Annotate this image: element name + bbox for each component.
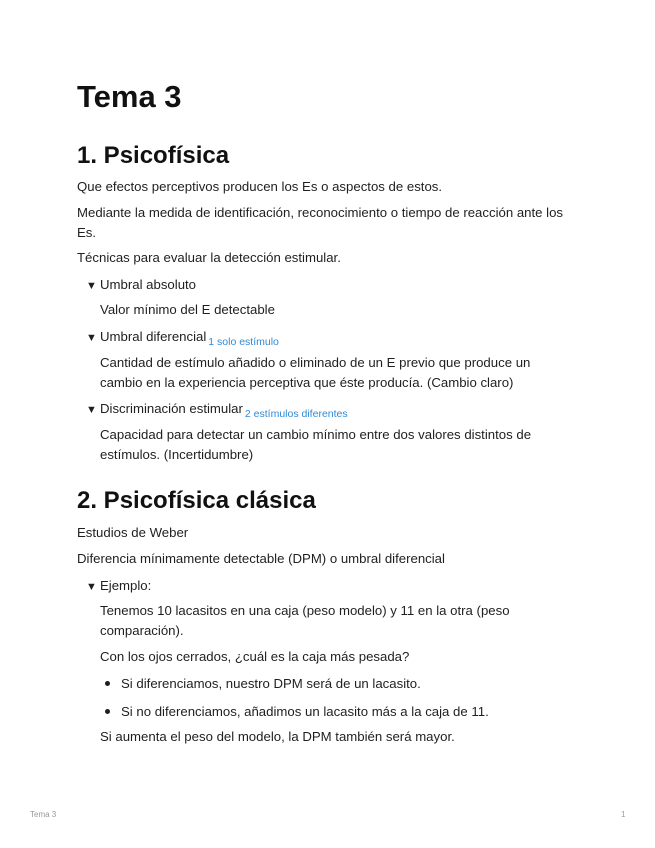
paragraph: Diferencia mínimamente detectable (DPM) o umbral diferencial (77, 551, 445, 566)
page-title: Tema 3 (77, 79, 182, 114)
triangle-down-icon[interactable]: ▼ (86, 280, 97, 292)
toggle-label: Umbral diferencial (100, 329, 207, 344)
toggle-content: Capacidad para detectar un cambio mínimo entre dos valores distintos de estímulos. (Incertidumbre) (100, 427, 532, 462)
list-item: Si no diferenciamos, añadimos un lacasito más a la caja de 11. (105, 702, 489, 721)
page-number: 1 (621, 810, 626, 819)
margin-note: 1 solo estímulo (208, 336, 279, 348)
paragraph: Mediante la medida de identificación, reconocimiento o tiempo de reacción ante los Es. (77, 205, 564, 240)
toggle-content: Tenemos 10 lacasitos en una caja (peso modelo) y 11 en la otra (peso comparación). (100, 603, 510, 638)
toggle-content: Si aumenta el peso del modelo, la DPM también será mayor. (100, 729, 455, 744)
toggle-content: Cantidad de estímulo añadido o eliminado de un E previo que produce un cambio en la experiencia perceptiva que éste producía. (Cambio claro) (100, 355, 531, 390)
footer-title: Tema 3 (30, 810, 57, 819)
section-heading-psicofisica-clasica: 2. Psicofísica clásica (77, 487, 316, 514)
margin-note: 2 estímulos diferentes (244, 408, 348, 420)
paragraph: Técnicas para evaluar la detección estimular. (77, 250, 341, 265)
toggle-label: Umbral absoluto (100, 277, 197, 292)
triangle-down-icon[interactable]: ▼ (86, 581, 97, 593)
toggle-discriminacion-estimular[interactable] (86, 399, 348, 420)
bullet-dot-icon (105, 709, 110, 714)
toggle-label: Ejemplo: (100, 578, 152, 593)
paragraph: Estudios de Weber (77, 525, 189, 540)
toggle-label: Discriminación estimular (100, 401, 243, 416)
paragraph: Que efectos perceptivos producen los Es o aspectos de estos. (77, 179, 443, 194)
toggle-content: Valor mínimo del E detectable (100, 302, 275, 317)
list-item: Si diferenciamos, nuestro DPM será de un lacasito. (105, 674, 421, 693)
toggle-umbral-diferencial[interactable] (86, 327, 279, 348)
bullet-dot-icon (105, 681, 110, 686)
toggle-umbral-absoluto[interactable] (86, 275, 196, 296)
triangle-down-icon[interactable]: ▼ (86, 404, 97, 416)
section-heading-psicofisica: 1. Psicofísica (77, 142, 230, 169)
triangle-down-icon[interactable]: ▼ (86, 332, 97, 344)
toggle-ejemplo[interactable] (86, 576, 151, 597)
toggle-content: Con los ojos cerrados, ¿cuál es la caja más pesada? (100, 649, 410, 664)
